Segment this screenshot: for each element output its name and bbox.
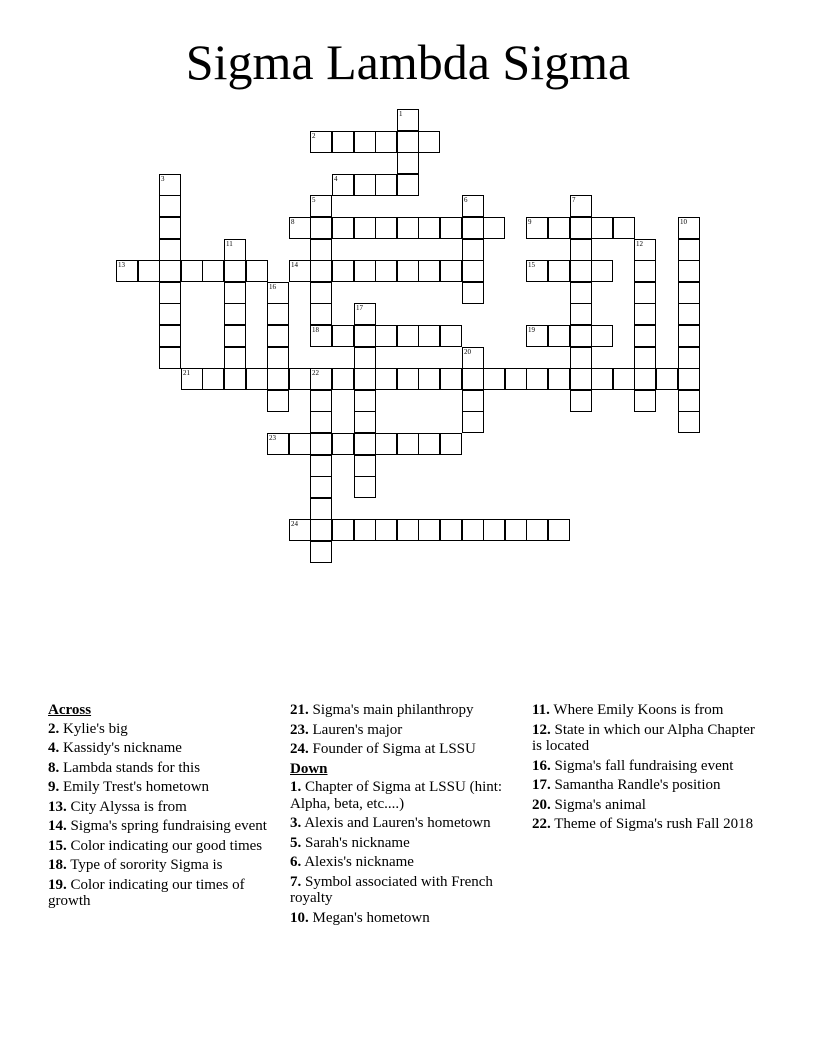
grid-cell[interactable] xyxy=(354,303,376,325)
grid-cell[interactable] xyxy=(462,282,484,304)
grid-cell[interactable] xyxy=(678,368,700,390)
grid-cell[interactable] xyxy=(634,368,656,390)
grid-cell[interactable] xyxy=(526,519,548,541)
grid-cell[interactable] xyxy=(116,260,138,282)
cell-number: 8 xyxy=(291,218,295,226)
grid-cell[interactable] xyxy=(418,433,440,455)
grid-cell[interactable] xyxy=(354,411,376,433)
grid-cell[interactable] xyxy=(656,368,678,390)
cell-number: 2 xyxy=(312,132,316,140)
grid-cell[interactable] xyxy=(310,239,332,261)
clue-across-9: 9. Emily Trest's hometown xyxy=(48,779,210,795)
grid-cell[interactable] xyxy=(310,411,332,433)
clue-down-7: 7. Symbol associated with French royalty xyxy=(290,873,493,906)
grid-cell[interactable] xyxy=(332,217,354,239)
cell-number: 9 xyxy=(528,218,532,226)
grid-cell[interactable] xyxy=(440,260,462,282)
cell-number: 10 xyxy=(680,218,687,226)
grid-cell[interactable] xyxy=(310,195,332,217)
grid-cell[interactable] xyxy=(397,152,419,174)
grid-cell[interactable] xyxy=(354,433,376,455)
grid-cell[interactable] xyxy=(354,174,376,196)
grid-cell[interactable] xyxy=(678,347,700,369)
grid-cell[interactable] xyxy=(634,239,656,261)
grid-cell[interactable] xyxy=(397,217,419,239)
grid-cell[interactable] xyxy=(310,131,332,153)
grid-cell[interactable] xyxy=(289,433,311,455)
grid-cell[interactable] xyxy=(375,131,397,153)
grid-cell[interactable] xyxy=(159,217,181,239)
cell-number: 12 xyxy=(636,240,643,248)
grid-cell[interactable] xyxy=(613,217,635,239)
grid-cell[interactable] xyxy=(375,368,397,390)
grid-cell[interactable] xyxy=(440,519,462,541)
clue-across-21: 21. Sigma's main philanthropy xyxy=(290,702,474,718)
grid-cell[interactable] xyxy=(634,282,656,304)
grid-cell[interactable] xyxy=(224,347,246,369)
grid-cell[interactable] xyxy=(224,282,246,304)
grid-cell[interactable] xyxy=(526,368,548,390)
grid-cell[interactable] xyxy=(354,131,376,153)
grid-cell[interactable] xyxy=(159,174,181,196)
grid-cell[interactable] xyxy=(354,347,376,369)
page-title: Sigma Lambda Sigma xyxy=(185,34,631,90)
cell-number: 22 xyxy=(312,369,319,377)
grid-cell[interactable] xyxy=(634,260,656,282)
grid-cell[interactable] xyxy=(678,282,700,304)
grid-cell[interactable] xyxy=(570,390,592,412)
clue-down-10: 10. Megan's hometown xyxy=(290,909,430,926)
grid-cell[interactable] xyxy=(462,368,484,390)
grid-cell[interactable] xyxy=(224,260,246,282)
grid-cell[interactable] xyxy=(505,519,527,541)
grid-cell[interactable] xyxy=(354,476,376,498)
grid-cell[interactable] xyxy=(332,368,354,390)
grid-cell[interactable] xyxy=(289,519,311,541)
grid-cell[interactable] xyxy=(397,131,419,153)
grid-cell[interactable] xyxy=(418,131,440,153)
grid-cell[interactable] xyxy=(526,260,548,282)
clue-down-12: 12. State in which our Alpha Chapter is located xyxy=(532,721,755,754)
grid-cell[interactable] xyxy=(418,519,440,541)
grid-cell[interactable] xyxy=(267,282,289,304)
grid-cell[interactable] xyxy=(202,260,224,282)
grid-cell[interactable] xyxy=(483,217,505,239)
grid-cell[interactable] xyxy=(591,217,613,239)
grid-cell[interactable] xyxy=(332,174,354,196)
clue-column-2 xyxy=(290,702,512,929)
grid-cell[interactable] xyxy=(548,260,570,282)
clue-across-2: 2. Kylie's big xyxy=(48,720,128,737)
grid-cell[interactable] xyxy=(462,260,484,282)
grid-cell[interactable] xyxy=(159,195,181,217)
grid-cell[interactable] xyxy=(634,390,656,412)
grid-cell[interactable] xyxy=(224,368,246,390)
grid-cell[interactable] xyxy=(397,433,419,455)
grid-cell[interactable] xyxy=(310,282,332,304)
cell-number: 18 xyxy=(312,326,319,334)
grid-cell[interactable] xyxy=(159,325,181,347)
grid-cell[interactable] xyxy=(267,368,289,390)
clue-across-15: 15. Color indicating our good times xyxy=(48,837,263,854)
grid-cell[interactable] xyxy=(267,303,289,325)
grid-cell[interactable] xyxy=(224,325,246,347)
grid-cell[interactable] xyxy=(224,239,246,261)
grid-cell[interactable] xyxy=(375,325,397,347)
grid-cell[interactable] xyxy=(375,433,397,455)
grid-cell[interactable] xyxy=(462,347,484,369)
across-heading: Across xyxy=(48,702,92,718)
grid-cell[interactable] xyxy=(159,347,181,369)
grid-cell[interactable] xyxy=(354,368,376,390)
grid-cell[interactable] xyxy=(548,368,570,390)
grid-cell[interactable] xyxy=(246,368,268,390)
grid-cell[interactable] xyxy=(440,325,462,347)
grid-cell[interactable] xyxy=(267,347,289,369)
clue-across-8: 8. Lambda stands for this xyxy=(48,759,201,776)
grid-cell[interactable] xyxy=(462,411,484,433)
cell-number: 20 xyxy=(464,348,471,356)
grid-cell[interactable] xyxy=(678,303,700,325)
cell-number: 17 xyxy=(356,304,363,312)
grid-cell[interactable] xyxy=(634,347,656,369)
clue-down-16: 16. Sigma's fall fundraising event xyxy=(532,757,734,774)
grid-cell[interactable] xyxy=(354,217,376,239)
grid-cell[interactable] xyxy=(634,325,656,347)
grid-cell[interactable] xyxy=(310,455,332,477)
grid-cell[interactable] xyxy=(354,390,376,412)
grid-cell[interactable] xyxy=(440,217,462,239)
clue-column-1 xyxy=(48,702,270,913)
grid-cell[interactable] xyxy=(267,433,289,455)
clue-down-3: 3. Alexis and Lauren's hometown xyxy=(290,815,491,831)
grid-cell[interactable] xyxy=(310,303,332,325)
grid-cell[interactable] xyxy=(526,325,548,347)
grid-cell[interactable] xyxy=(440,433,462,455)
grid-cell[interactable] xyxy=(138,260,160,282)
cell-number: 1 xyxy=(399,110,403,118)
cell-number: 15 xyxy=(528,261,535,269)
clue-across-23: 23. Lauren's major xyxy=(290,721,403,738)
grid-cell[interactable] xyxy=(397,519,419,541)
grid-cell[interactable] xyxy=(310,476,332,498)
clue-down-6: 6. Alexis's nickname xyxy=(290,854,414,870)
grid-cell[interactable] xyxy=(678,325,700,347)
clue-down-5: 5. Sarah's nickname xyxy=(290,834,410,851)
grid-cell[interactable] xyxy=(159,260,181,282)
grid-cell[interactable] xyxy=(397,174,419,196)
grid-cell[interactable] xyxy=(570,347,592,369)
clue-down-11: 11. Where Emily Koons is from xyxy=(532,702,724,718)
grid-cell[interactable] xyxy=(354,260,376,282)
grid-cell[interactable] xyxy=(289,217,311,239)
grid-cell[interactable] xyxy=(570,217,592,239)
clue-down-1: 1. Chapter of Sigma at LSSU (hint: Alpha, beta, etc....) xyxy=(290,779,503,812)
grid-cell[interactable] xyxy=(332,519,354,541)
cell-number: 19 xyxy=(528,326,535,334)
grid-cell[interactable] xyxy=(310,368,332,390)
grid-cell[interactable] xyxy=(548,325,570,347)
grid-cell[interactable] xyxy=(591,325,613,347)
cell-number: 6 xyxy=(464,196,468,204)
cell-number: 11 xyxy=(226,240,233,248)
grid-cell[interactable] xyxy=(418,325,440,347)
cell-number: 21 xyxy=(183,369,190,377)
clue-across-4: 4. Kassidy's nickname xyxy=(48,740,182,756)
grid-cell[interactable] xyxy=(159,303,181,325)
grid-cell[interactable] xyxy=(570,282,592,304)
grid-cell[interactable] xyxy=(375,260,397,282)
grid-cell[interactable] xyxy=(310,433,332,455)
grid-cell[interactable] xyxy=(570,195,592,217)
grid-cell[interactable] xyxy=(483,368,505,390)
grid-cell[interactable] xyxy=(246,260,268,282)
grid-cell[interactable] xyxy=(505,368,527,390)
clue-down-22: 22. Theme of Sigma's rush Fall 2018 xyxy=(532,816,754,832)
grid-cell[interactable] xyxy=(289,260,311,282)
grid-cell[interactable] xyxy=(462,519,484,541)
grid-cell[interactable] xyxy=(310,217,332,239)
grid-cell[interactable] xyxy=(332,325,354,347)
grid-cell[interactable] xyxy=(181,368,203,390)
grid-cell[interactable] xyxy=(310,519,332,541)
clue-across-13: 13. City Alyssa is from xyxy=(48,798,187,815)
cell-number: 23 xyxy=(269,434,276,442)
grid-cell[interactable] xyxy=(267,390,289,412)
grid-cell[interactable] xyxy=(224,303,246,325)
cell-number: 4 xyxy=(334,175,338,183)
grid-cell[interactable] xyxy=(332,260,354,282)
grid-cell[interactable] xyxy=(418,260,440,282)
grid-cell[interactable] xyxy=(570,239,592,261)
clue-across-24: 24. Founder of Sigma at LSSU xyxy=(290,741,476,757)
cell-number: 7 xyxy=(572,196,576,204)
grid-cell[interactable] xyxy=(332,131,354,153)
grid-cell[interactable] xyxy=(310,325,332,347)
cell-number: 13 xyxy=(118,261,125,269)
grid-cell[interactable] xyxy=(267,325,289,347)
grid-cell[interactable] xyxy=(397,260,419,282)
cell-number: 14 xyxy=(291,261,298,269)
grid-cell[interactable] xyxy=(181,260,203,282)
clue-across-19: 19. Color indicating our times of growth xyxy=(48,876,245,909)
cell-number: 16 xyxy=(269,283,276,291)
grid-cell[interactable] xyxy=(310,498,332,520)
grid-cell[interactable] xyxy=(159,239,181,261)
grid-cell[interactable] xyxy=(397,109,419,131)
grid-cell[interactable] xyxy=(548,519,570,541)
grid-cell[interactable] xyxy=(418,217,440,239)
clue-across-18: 18. Type of sorority Sigma is xyxy=(48,857,223,873)
grid-cell[interactable] xyxy=(462,390,484,412)
grid-cell[interactable] xyxy=(678,239,700,261)
clue-across-14: 14. Sigma's spring fundraising event xyxy=(48,818,267,834)
grid-cell[interactable] xyxy=(354,455,376,477)
grid-cell[interactable] xyxy=(462,239,484,261)
clue-down-20: 20. Sigma's animal xyxy=(532,796,646,813)
grid-cell[interactable] xyxy=(548,217,570,239)
cell-number: 24 xyxy=(291,520,298,528)
grid-cell[interactable] xyxy=(375,217,397,239)
cell-number: 3 xyxy=(161,175,165,183)
grid-cell[interactable] xyxy=(418,368,440,390)
grid-cell[interactable] xyxy=(159,282,181,304)
grid-cell[interactable] xyxy=(375,519,397,541)
grid-cell[interactable] xyxy=(397,325,419,347)
grid-cell[interactable] xyxy=(634,303,656,325)
grid-cell[interactable] xyxy=(354,325,376,347)
grid-cell[interactable] xyxy=(310,260,332,282)
grid-cell[interactable] xyxy=(483,519,505,541)
grid-cell[interactable] xyxy=(354,519,376,541)
grid-cell[interactable] xyxy=(591,368,613,390)
grid-cell[interactable] xyxy=(591,260,613,282)
grid-cell[interactable] xyxy=(678,411,700,433)
grid-cell[interactable] xyxy=(678,390,700,412)
grid-cell[interactable] xyxy=(570,368,592,390)
down-heading: Down xyxy=(290,760,328,777)
cell-number: 5 xyxy=(312,196,316,204)
grid-cell[interactable] xyxy=(462,195,484,217)
grid-cell[interactable] xyxy=(526,217,548,239)
grid-cell[interactable] xyxy=(202,368,224,390)
clue-column-3 xyxy=(532,702,762,836)
clue-down-17: 17. Samantha Randle's position xyxy=(532,777,721,793)
grid-cell[interactable] xyxy=(570,260,592,282)
grid-cell[interactable] xyxy=(462,217,484,239)
grid-cell[interactable] xyxy=(310,390,332,412)
grid-cell[interactable] xyxy=(310,541,332,563)
grid-cell[interactable] xyxy=(570,303,592,325)
grid-cell[interactable] xyxy=(440,368,462,390)
grid-cell[interactable] xyxy=(332,433,354,455)
grid-cell[interactable] xyxy=(289,368,311,390)
grid-cell[interactable] xyxy=(570,325,592,347)
grid-cell[interactable] xyxy=(397,368,419,390)
grid-cell[interactable] xyxy=(613,368,635,390)
grid-cell[interactable] xyxy=(678,217,700,239)
grid-cell[interactable] xyxy=(678,260,700,282)
grid-cell[interactable] xyxy=(375,174,397,196)
